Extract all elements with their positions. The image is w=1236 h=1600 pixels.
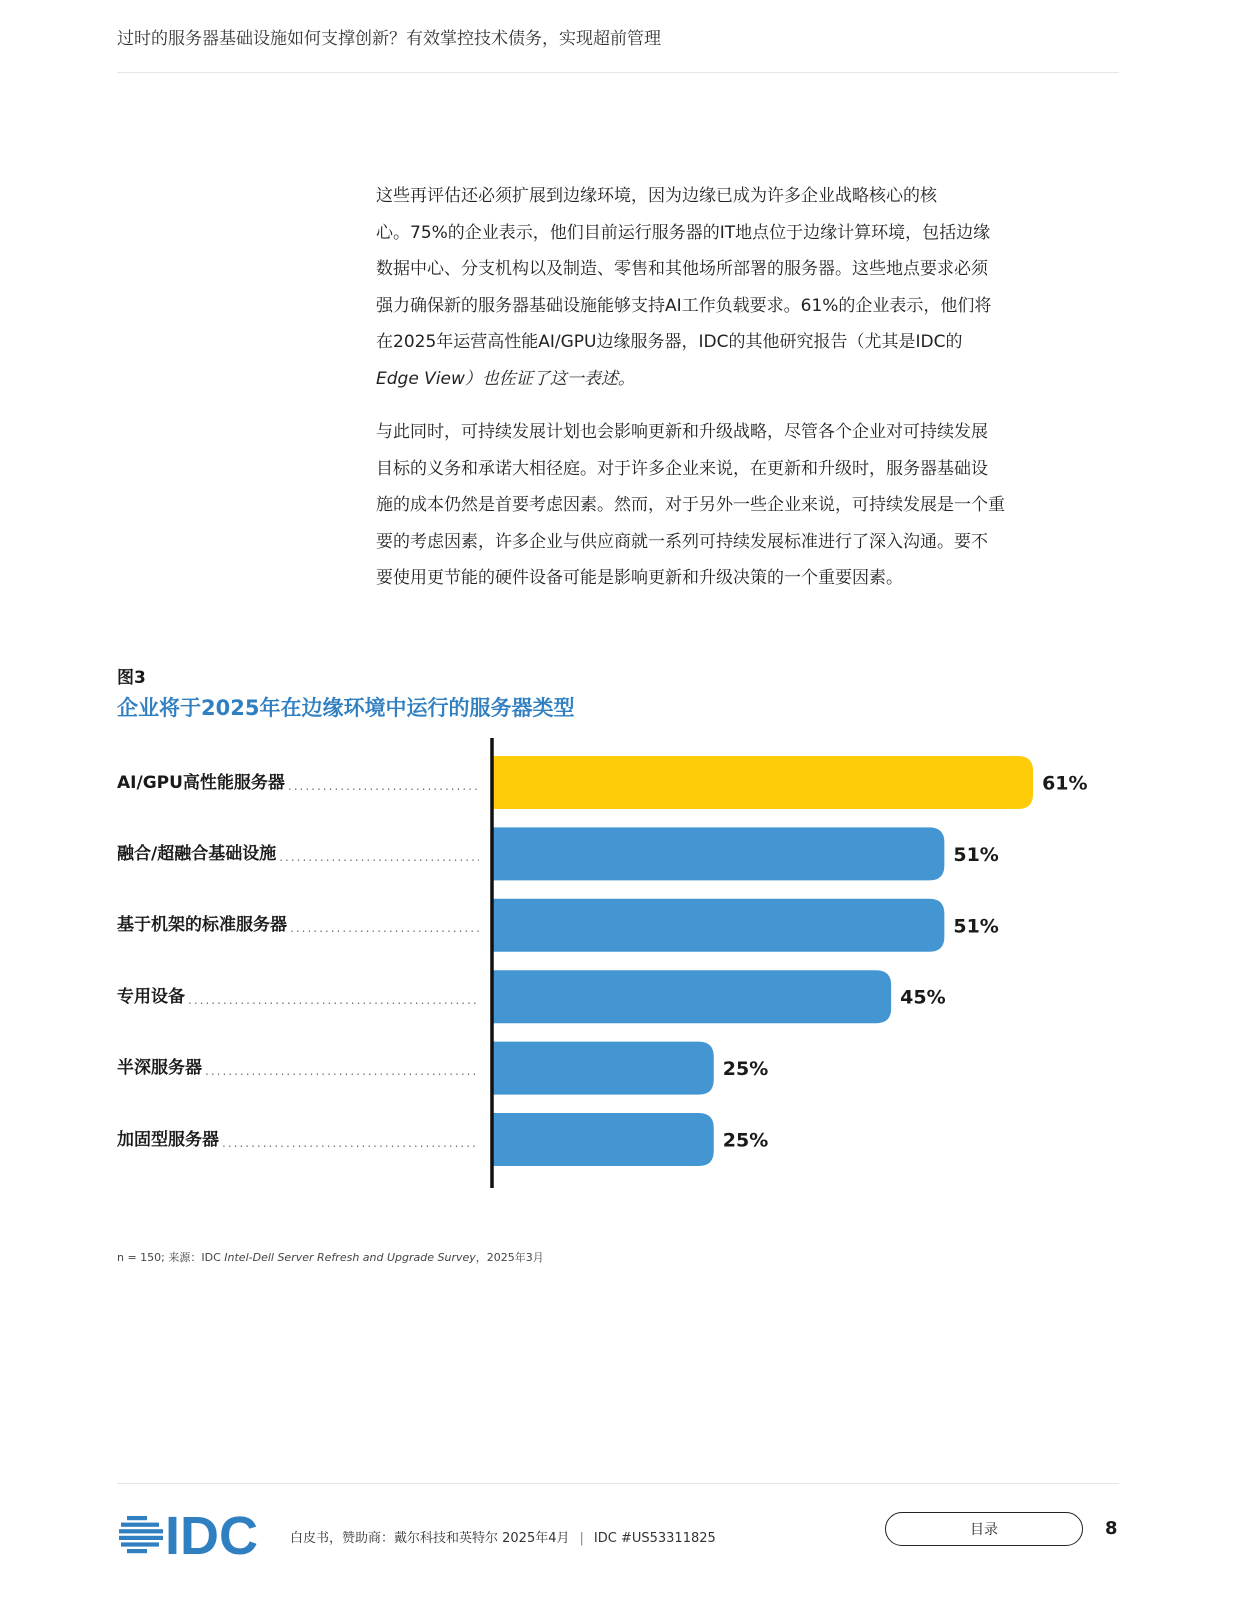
report-title-italic: Edge View (376, 368, 465, 389)
paragraph-1 (376, 178, 1016, 397)
toc-button[interactable]: 目录 (885, 1512, 1083, 1546)
data-label: 45% (900, 986, 946, 1009)
data-label: 61% (1042, 772, 1088, 795)
category-label: AI/GPU高性能服务器 (117, 772, 285, 793)
text-line: ）也佐证了这一表述。 (464, 368, 635, 389)
text-line: 在2025年运营高性能AI/GPU边缘服务器，IDC的其他研究报告（尤其是IDC的 (376, 332, 963, 352)
footer-info (290, 1527, 716, 1546)
bar (492, 899, 944, 952)
figure-title: 企业将于2025年在边缘环境中运行的服务器类型 (117, 696, 575, 720)
footer-separator: | (579, 1531, 584, 1546)
category-row (117, 769, 479, 793)
idc-logo (117, 1510, 267, 1558)
category-row (117, 1126, 479, 1150)
logo-globe-lines (119, 1516, 163, 1553)
category-row (117, 983, 479, 1007)
source-note (117, 1249, 544, 1265)
source-prefix: n = 150; 来源：IDC (117, 1251, 225, 1264)
logo-stripe (119, 1529, 163, 1533)
data-label: 51% (953, 843, 999, 866)
data-label: 25% (722, 1058, 769, 1081)
text-line: 要使用更节能的硬件设备可能是影响更新和升级决策的一个重要因素。 (376, 568, 903, 588)
bar (492, 970, 891, 1023)
logo-stripe (127, 1549, 147, 1553)
text-line: 强力确保新的服务器基础设施能够支持AI工作负载要求。61%的企业表示，他们将 (376, 295, 992, 316)
footer-divider (117, 1483, 1119, 1484)
dot-leader (290, 921, 479, 935)
text-line: 要的考虑因素，许多企业与供应商就一系列可持续发展标准进行了深入沟通。要不 (376, 531, 988, 552)
category-label: 半深服务器 (117, 1058, 202, 1079)
bar (492, 1113, 714, 1166)
logo-stripe (127, 1516, 147, 1520)
category-label: 专用设备 (117, 986, 185, 1007)
logo-stripe (121, 1523, 159, 1527)
category-row (117, 840, 479, 864)
data-label: 51% (953, 915, 999, 938)
dot-leader (188, 993, 479, 1007)
page-header-title: 过时的服务器基础设施如何支撑创新？有效掌控技术债务，实现超前管理 (117, 29, 661, 49)
category-label: 融合/超融合基础设施 (117, 843, 277, 864)
dot-leader (279, 850, 479, 864)
text-line: 心。75%的企业表示，他们目前运行服务器的IT地点位于边缘计算环境，包括边缘 (376, 222, 991, 243)
logo-wordmark: IDC (165, 1510, 258, 1558)
paragraph-2 (376, 414, 1016, 597)
figure-label: 图3 (117, 668, 146, 688)
logo-stripe (119, 1536, 163, 1540)
bar (492, 1042, 714, 1095)
dot-leader (222, 1136, 479, 1150)
body-text (376, 178, 1016, 614)
source-suffix: ，2025年3月 (475, 1251, 544, 1264)
text-line: 数据中心、分支机构以及制造、零售和其他场所部署的服务器。这些地点要求必须 (376, 259, 988, 279)
text-line: 与此同时，可持续发展计划也会影响更新和升级战略，尽管各个企业对可持续发展 (376, 422, 988, 442)
survey-name: Intel-Dell Server Refresh and Upgrade Survey (224, 1251, 476, 1264)
data-label: 25% (722, 1129, 769, 1152)
category-row (117, 1054, 479, 1078)
page-number: 8 (1105, 1518, 1118, 1539)
text-line: 这些再评估还必须扩展到边缘环境，因为边缘已成为许多企业战略核心的核 (376, 186, 937, 206)
header-divider (117, 72, 1119, 73)
logo-stripe (121, 1542, 159, 1546)
publication-info: 白皮书，赞助商：戴尔科技和英特尔 2025年4月 (290, 1531, 570, 1546)
category-label: 基于机架的标准服务器 (117, 915, 287, 936)
bar (492, 756, 1033, 809)
category-row (117, 911, 479, 935)
dot-leader (288, 779, 479, 793)
text-line: 施的成本仍然是首要考虑因素。然而，对于另外一些企业来说，可持续发展是一个重 (376, 495, 1005, 515)
document-id: IDC #US53311825 (593, 1531, 716, 1546)
bar (492, 827, 944, 880)
category-label: 加固型服务器 (117, 1129, 219, 1150)
dot-leader (205, 1064, 479, 1078)
text-line: 目标的义务和承诺大相径庭。对于许多企业来说，在更新和升级时，服务器基础设 (376, 458, 988, 479)
